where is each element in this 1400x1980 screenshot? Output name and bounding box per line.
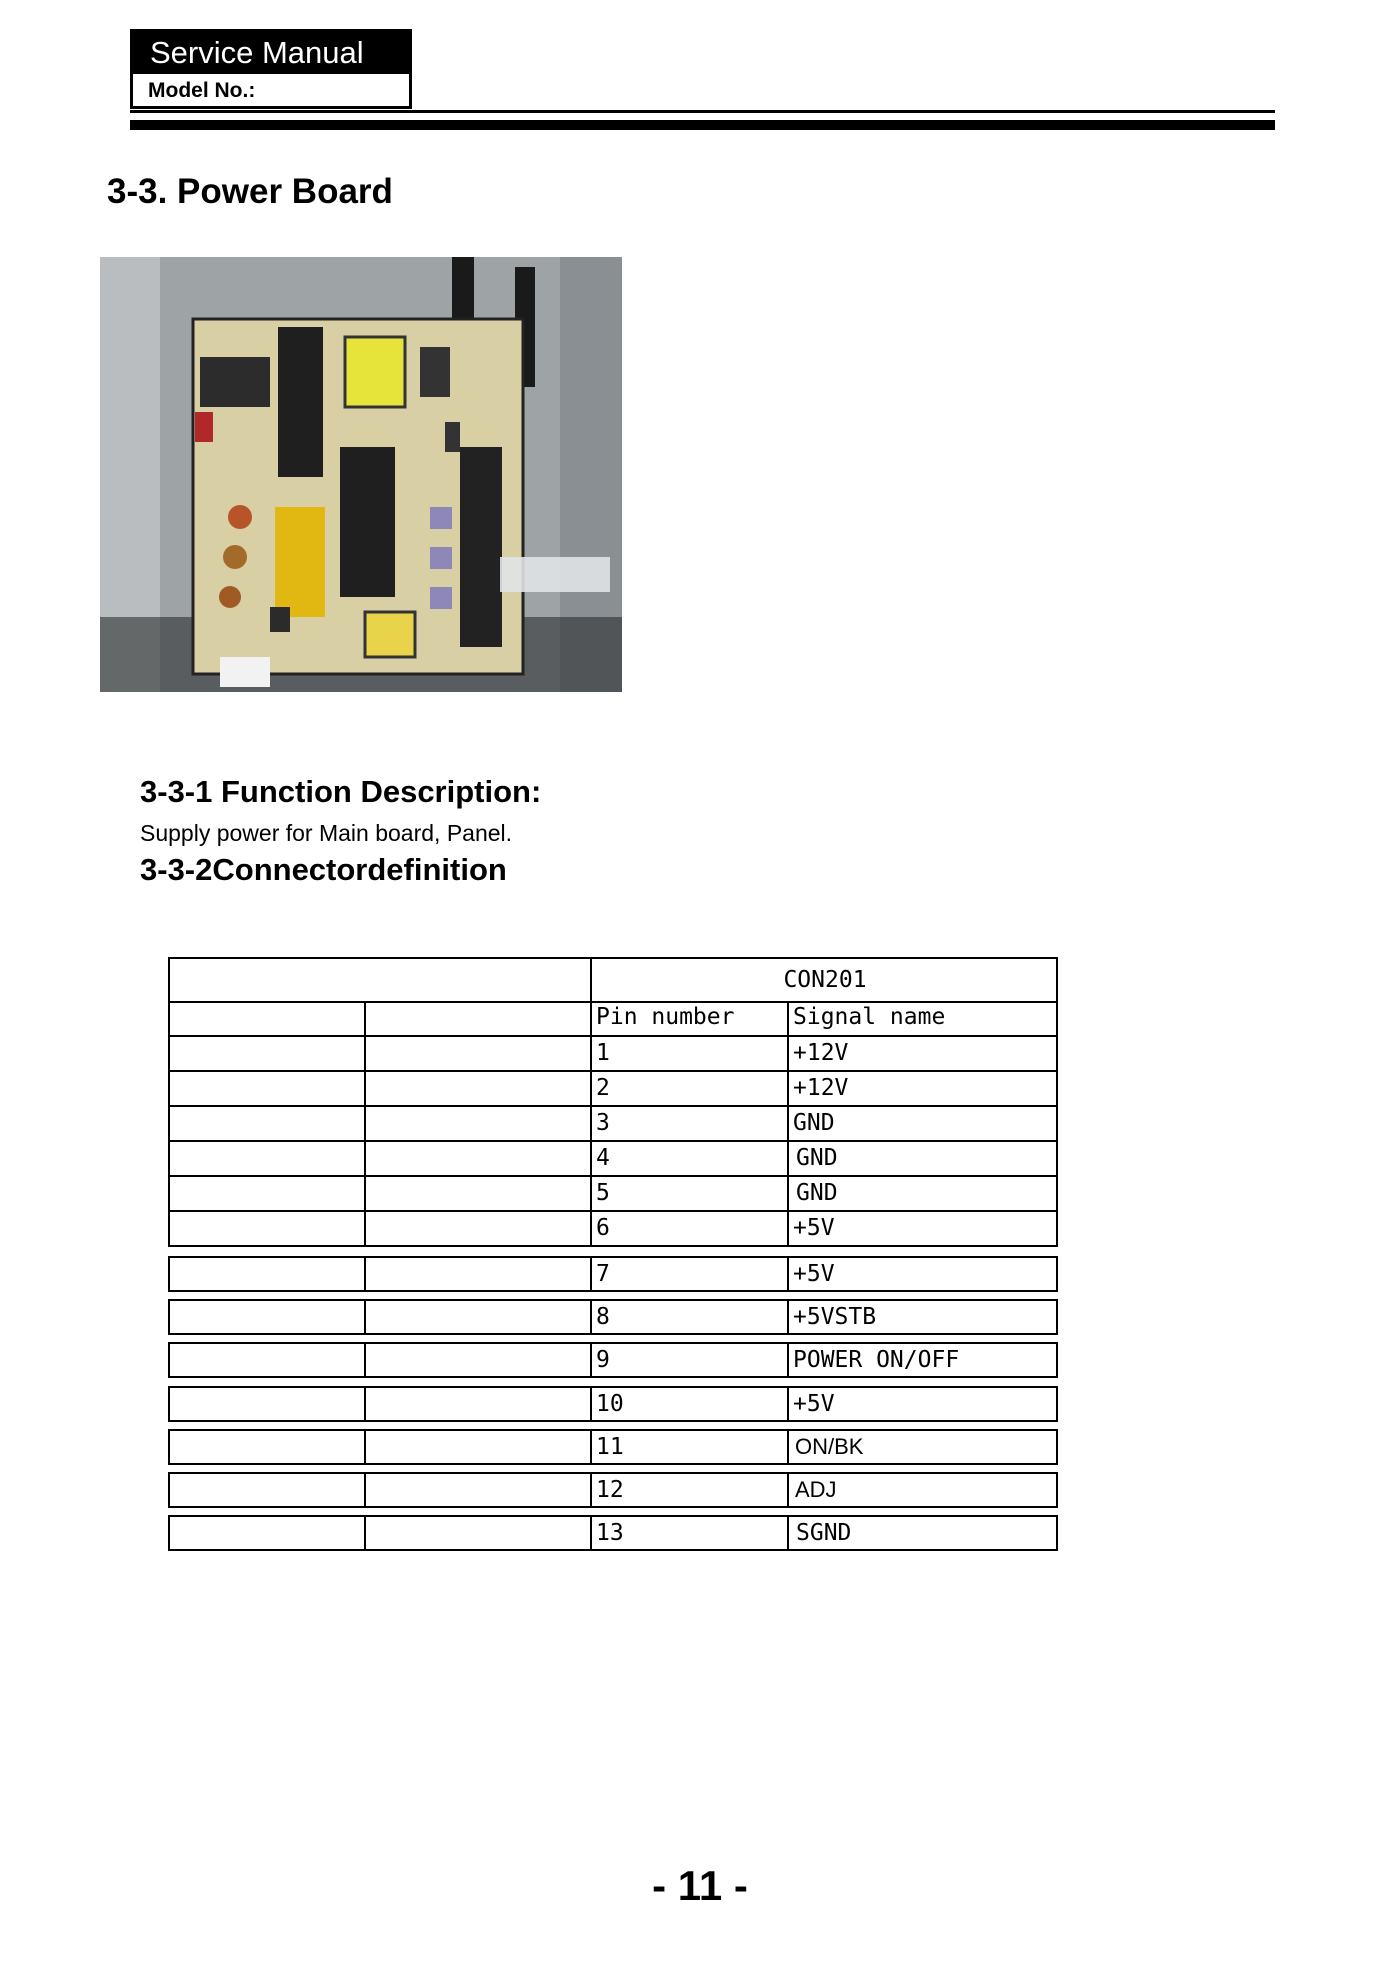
table-row [168, 1342, 1058, 1378]
signal-name: +5V [793, 1261, 835, 1287]
signal-name: ADJ [795, 1477, 837, 1502]
pin-number: 1 [596, 1040, 610, 1066]
signal-name: +12V [793, 1075, 849, 1101]
signal-name: POWER ON/OFF [793, 1347, 960, 1373]
function-heading: 3-3-1 Function Description: [140, 774, 542, 809]
section-title: 3-3. Power Board [107, 172, 393, 211]
col-signal-header: Signal name [793, 1004, 946, 1030]
table-row [168, 1515, 1058, 1551]
signal-name: GND [793, 1110, 835, 1136]
signal-name: +12V [793, 1040, 849, 1066]
table-row [168, 1299, 1058, 1335]
signal-name: +5V [793, 1391, 835, 1417]
function-text: Supply power for Main board, Panel. [140, 820, 513, 846]
header-box [130, 29, 412, 109]
signal-name: +5V [793, 1215, 835, 1241]
pin-number: 6 [596, 1215, 610, 1241]
connector-heading: 3-3-2Connectordefinition [140, 852, 507, 887]
table-main-block [168, 1001, 1058, 1247]
model-label: Model No.: [148, 79, 256, 102]
table-row [168, 1472, 1058, 1508]
pin-number: 2 [596, 1075, 610, 1101]
pin-number: 13 [596, 1520, 624, 1546]
header-rule-thick [130, 120, 1275, 130]
pin-number: 7 [596, 1261, 610, 1287]
pin-number: 9 [596, 1347, 610, 1373]
header-rule-thin [130, 110, 1275, 113]
signal-name: +5VSTB [793, 1304, 877, 1330]
pin-number: 4 [596, 1145, 610, 1171]
table-row [168, 1429, 1058, 1465]
pin-number: 12 [596, 1477, 624, 1503]
pin-number: 11 [596, 1434, 624, 1460]
page-number: - 11 - [652, 1862, 748, 1909]
pin-number: 8 [596, 1304, 610, 1330]
power-board-photo [100, 257, 622, 692]
signal-name: SGND [796, 1520, 852, 1546]
col-pin-header: Pin number [596, 1004, 735, 1030]
signal-name: ON/BK [795, 1434, 864, 1459]
table-title-row [168, 957, 1058, 1003]
pin-number: 3 [596, 1110, 610, 1136]
signal-name: GND [796, 1180, 838, 1206]
table-row [168, 1256, 1058, 1292]
pin-number: 10 [596, 1391, 624, 1417]
table-row [168, 1386, 1058, 1422]
pin-number: 5 [596, 1180, 610, 1206]
connector-name: CON201 [783, 967, 867, 993]
signal-name: GND [796, 1145, 838, 1171]
manual-title: Service Manual [133, 32, 409, 74]
